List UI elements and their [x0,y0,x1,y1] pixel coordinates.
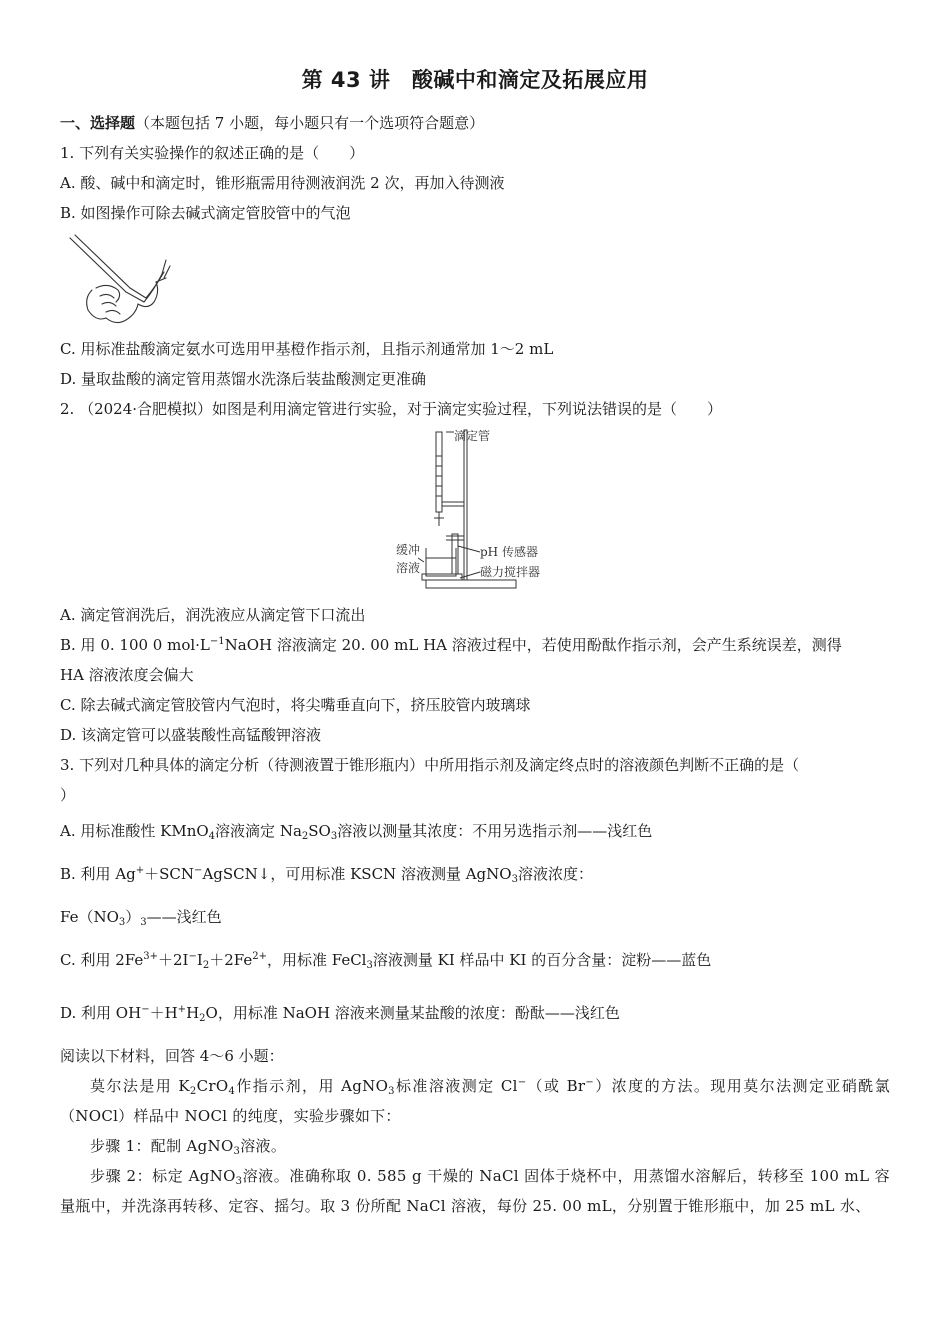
label-buffer-2: 溶液 [396,561,421,575]
q2-option-b-text-2: NaOH 溶液滴定 20. 00 mL HA 溶液过程中，若使用酚酞作指示剂，会产生系统误差，测得 [224,636,842,654]
label-buffer-1: 缓冲 [396,543,421,557]
section-note: （本题包括 7 小题，每小题只有一个选项符合题意） [135,114,485,132]
q1-option-d: D. 量取盐酸的滴定管用蒸馏水洗涤后装盐酸测定更准确 [60,370,427,388]
label-ph-sensor: pH 传感器 [480,545,538,559]
burette-bubble-figure [66,230,890,330]
q3-stem: 3. 下列对几种具体的滴定分析（待测液置于锥形瓶内）中所用指示剂及滴定终点时的溶液颜色判断不正确的是（ [60,756,800,774]
titration-setup-diagram [396,426,566,596]
q2-option-b-sup: −1 [209,636,225,647]
q3-option-b-cont: $Fe(NO_3)_3——$浅红色 [60,908,222,928]
titration-apparatus-figure [396,426,890,596]
label-stirrer: 磁力搅拌器 [480,565,541,579]
q1-stem: 1. 下列有关实验操作的叙述正确的是（ ） [60,144,365,162]
q3-stem-cont: ） [60,786,76,804]
q3-option-a: A. 用标准酸性 KMnO$_4$溶液滴定 $Na_2SO_3$溶液以测量其浓度：不用另选指示剂——浅红色 [60,822,653,842]
q1-option-a: A. 酸、碱中和滴定时，锥形瓶需用待测液润洗 2 次，再加入待测液 [60,174,505,192]
reading-intro: 阅读以下材料，回答 4～6 小题： [60,1047,284,1065]
q2-option-b [60,630,890,660]
section-header [60,108,890,138]
label-burette: 滴定管 [454,429,491,443]
section-heading: 一、选择题 [60,114,136,132]
q2-option-b-text-1: B. 用 0. 100 0 mol·L [60,636,210,654]
reading-step-1: 步骤 1：配制 AgNO$_3$溶液。 [90,1137,287,1157]
reading-step-2: 步骤 2：标定 AgNO$_3$溶液。准确称取 0. 585 g 干燥的 NaCl 固体于烧杯中，用蒸馏水溶解后，转移至 100 mL 容量瓶中，并洗涤再转移、定容、摇匀。取 3 份所配 NaCl 溶液，每份 25. 00 mL，分别置于锥形瓶中，加 25 mL 水、 [60,1167,890,1215]
document-page [60,60,890,1221]
q2-option-b-cont: HA 溶液浓度会偏大 [60,666,194,684]
q3-option-b: B. 利用 Ag+＋SCN−AgSCN↓，可用标准 KSCN 溶液测量 AgNO$_3$溶液浓度： [60,865,593,885]
hand-squeezing-tube-illustration [66,230,176,330]
q3-option-c: C. 利用 $2Fe^{3+}+2I^-I_2+2Fe^{2+}$，用标准 FeCl$_3$溶液测量 KI 样品中 KI 的百分含量：淀粉——蓝色 [60,951,712,971]
reading-paragraph-1: 莫尔法是用 $K_2CrO_4$作指示剂，用 AgNO$_3$标准溶液测定 Cl−（或 Br−）浓度的方法。现用莫尔法测定亚硝酰氯（NOCl）样品中 NOCl 的纯度，实验步骤如下： [60,1077,891,1125]
q2-option-c: C. 除去碱式滴定管胶管内气泡时，将尖嘴垂直向下，挤压胶管内玻璃球 [60,696,531,714]
q2-stem: 2. （2024·合肥模拟）如图是利用滴定管进行实验，对于滴定实验过程，下列说法错误的是（ ） [60,400,723,418]
q3-option-d: D. 利用 $OH^-+H^+H_2O$，用标准 NaOH 溶液来测量某盐酸的浓度：酚酞——浅红色 [60,1004,620,1024]
q1-option-b: B. 如图操作可除去碱式滴定管胶管中的气泡 [60,204,351,222]
q1-option-c: C. 用标准盐酸滴定氨水可选用甲基橙作指示剂，且指示剂通常加 1～2 mL [60,340,554,358]
q2-option-d: D. 该滴定管可以盛装酸性高锰酸钾溶液 [60,726,322,744]
q2-option-a: A. 滴定管润洗后，润洗液应从滴定管下口流出 [60,606,366,624]
page-title: 第 43 讲 酸碱中和滴定及拓展应用 [301,68,649,92]
